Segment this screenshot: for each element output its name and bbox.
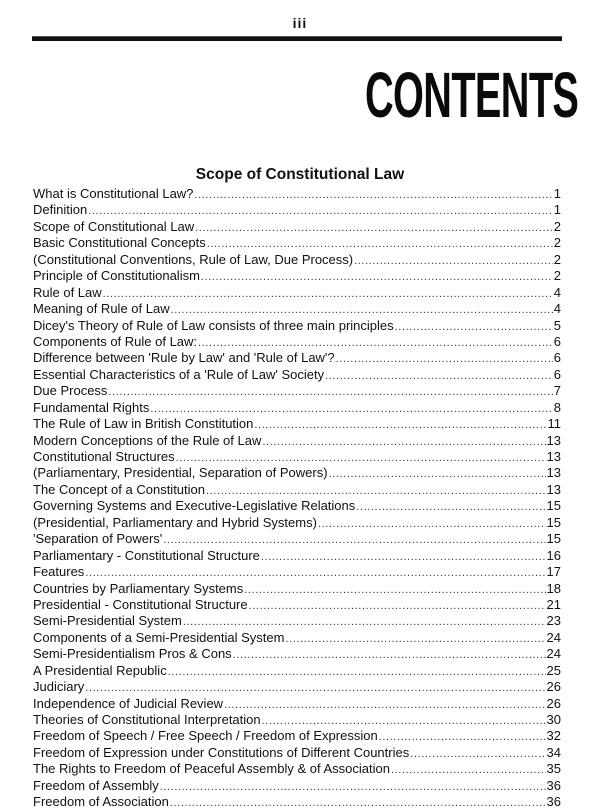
- toc-entry-page: 34: [546, 744, 561, 760]
- dot-leader: [85, 680, 545, 695]
- toc-entry-page: 24: [546, 629, 561, 645]
- toc-entry-title: Semi-Presidential System: [33, 613, 182, 629]
- toc-entry-title: The Rights to Freedom of Peaceful Assembly & of Association: [33, 761, 390, 777]
- toc-entry-page: 13: [546, 432, 561, 448]
- toc-entry-page: 11: [547, 416, 561, 432]
- page-number: iii: [292, 15, 308, 31]
- toc-entry[interactable]: [33, 400, 561, 416]
- toc-entry-title: Difference between 'Rule by Law' and 'Rule of Law'?: [33, 350, 335, 366]
- toc-entry[interactable]: [33, 219, 561, 235]
- toc-entry-page: 32: [546, 728, 561, 744]
- toc-entry-page: 26: [546, 695, 561, 711]
- table-of-contents: [33, 186, 561, 811]
- toc-entry-title: (Presidential, Parliamentary and Hybrid Systems): [33, 514, 317, 530]
- toc-entry-title: Presidential - Constitutional Structure: [33, 596, 248, 612]
- toc-entry-title: A Presidential Republic: [33, 662, 167, 678]
- toc-entry[interactable]: [33, 383, 561, 399]
- toc-entry[interactable]: [33, 318, 561, 334]
- dot-leader: [198, 335, 553, 350]
- toc-entry[interactable]: [33, 548, 561, 564]
- dot-leader: [244, 582, 545, 597]
- toc-entry-title: (Parliamentary, Presidential, Separation of Powers): [33, 465, 328, 481]
- dot-leader: [261, 549, 546, 564]
- dot-leader: [249, 598, 546, 613]
- dot-leader: [108, 384, 552, 399]
- toc-entry-page: 6: [553, 333, 561, 349]
- dot-leader: [233, 647, 546, 662]
- toc-entry[interactable]: [33, 498, 561, 514]
- dot-leader: [379, 729, 546, 744]
- toc-entry-title: Countries by Parliamentary Systems: [33, 580, 244, 596]
- toc-entry-page: 7: [553, 383, 561, 399]
- dot-leader: [207, 236, 553, 251]
- dot-leader: [168, 664, 546, 679]
- toc-entry-page: 2: [553, 235, 561, 251]
- toc-entry-title: Features: [33, 564, 85, 580]
- toc-entry-page: 30: [546, 712, 561, 727]
- dot-leader: [410, 746, 545, 761]
- toc-entry-page: 18: [546, 580, 561, 596]
- header-rule: [32, 36, 562, 41]
- toc-entry-title: Semi-Presidentialism Pros & Cons: [33, 646, 232, 662]
- dot-leader: [150, 401, 552, 416]
- toc-entry-page: 2: [553, 268, 561, 284]
- toc-entry[interactable]: [33, 252, 561, 268]
- toc-entry[interactable]: [33, 581, 561, 597]
- toc-entry-title: Freedom of Expression under Constitutions of Different Countries: [33, 744, 410, 760]
- toc-entry-page: 5: [553, 317, 561, 333]
- dot-leader: [171, 302, 553, 317]
- toc-entry-title: The Rule of Law in British Constitution: [33, 416, 254, 432]
- dot-leader: [85, 565, 545, 580]
- toc-entry-title: (Constitutional Conventions, Rule of Law, Due Process): [33, 251, 354, 267]
- toc-entry-page: 4: [553, 301, 561, 317]
- toc-entry[interactable]: [33, 449, 561, 465]
- toc-entry[interactable]: [33, 334, 561, 350]
- toc-entry[interactable]: [33, 745, 561, 761]
- toc-entry-title: Components of a Semi-Presidential System: [33, 629, 285, 645]
- dot-leader: [224, 697, 545, 712]
- toc-entry[interactable]: [33, 350, 561, 366]
- toc-entry-title: Due Process: [33, 383, 108, 399]
- toc-entry[interactable]: [33, 761, 561, 777]
- toc-entry[interactable]: [33, 564, 561, 580]
- dot-leader: [201, 269, 553, 284]
- toc-entry-page: 23: [546, 613, 561, 629]
- toc-entry[interactable]: [33, 416, 561, 432]
- toc-entry-page: 36: [546, 794, 561, 810]
- dot-leader: [285, 631, 545, 646]
- dot-leader: [103, 286, 553, 301]
- toc-entry[interactable]: [33, 202, 561, 218]
- toc-entry-page: 25: [546, 662, 561, 678]
- toc-entry[interactable]: [33, 186, 561, 202]
- toc-entry[interactable]: [33, 679, 561, 695]
- dot-leader: [195, 220, 553, 235]
- toc-entry[interactable]: [33, 712, 561, 728]
- toc-entry-title: Definition: [33, 202, 88, 218]
- toc-entry-page: 21: [546, 596, 561, 612]
- toc-entry-title: Principle of Constitutionalism: [33, 268, 200, 284]
- toc-entry-title: Modern Conceptions of the Rule of Law: [33, 432, 262, 448]
- toc-entry[interactable]: [33, 646, 561, 662]
- toc-entry-title: Freedom of Association: [33, 794, 169, 810]
- toc-entry-page: 6: [553, 350, 561, 366]
- dot-leader: [318, 516, 546, 531]
- dot-leader: [176, 450, 546, 465]
- toc-entry-title: Constitutional Structures: [33, 449, 175, 464]
- toc-entry[interactable]: [33, 663, 561, 679]
- toc-entry[interactable]: [33, 531, 561, 547]
- toc-entry[interactable]: [33, 465, 561, 481]
- toc-entry[interactable]: [33, 778, 561, 794]
- toc-entry-title: Judiciary: [33, 679, 85, 695]
- dot-leader: [395, 319, 553, 334]
- toc-entry-page: 35: [546, 761, 561, 777]
- dot-leader: [163, 532, 545, 547]
- toc-entry-page: 15: [546, 531, 561, 547]
- toc-entry[interactable]: [33, 613, 561, 629]
- toc-entry[interactable]: [33, 696, 561, 712]
- toc-entry-page: 13: [546, 465, 561, 481]
- toc-entry-page: 4: [553, 284, 561, 300]
- section-title: Scope of Constitutional Law: [195, 166, 405, 183]
- toc-entry-title: Dicey's Theory of Rule of Law consists of three main principles: [33, 317, 394, 333]
- toc-entry[interactable]: [33, 794, 561, 810]
- toc-entry[interactable]: [33, 268, 561, 284]
- toc-entry-title: Meaning of Rule of Law: [33, 301, 170, 317]
- dot-leader: [391, 762, 546, 777]
- toc-entry-title: 'Separation of Powers': [33, 531, 163, 547]
- toc-entry[interactable]: [33, 482, 561, 498]
- toc-entry[interactable]: [33, 285, 561, 301]
- toc-entry-title: Independence of Judicial Review: [33, 695, 224, 711]
- toc-entry-title: Freedom of Assembly: [33, 777, 159, 793]
- toc-entry-title: Rule of Law: [33, 284, 102, 300]
- toc-entry[interactable]: [33, 630, 561, 646]
- dot-leader: [329, 466, 546, 481]
- toc-entry-page: 16: [546, 547, 561, 563]
- dot-leader: [262, 713, 546, 728]
- dot-leader: [183, 614, 546, 629]
- toc-entry[interactable]: [33, 597, 561, 613]
- toc-entry-page: 13: [546, 449, 561, 464]
- toc-entry-page: 2: [553, 251, 561, 267]
- toc-entry-title: Scope of Constitutional Law: [33, 218, 195, 234]
- toc-entry-title: Parliamentary - Constitutional Structure: [33, 547, 260, 563]
- toc-entry-page: 26: [546, 679, 561, 695]
- dot-leader: [356, 499, 545, 514]
- toc-entry-page: 24: [546, 646, 561, 662]
- toc-entry-page: 36: [546, 777, 561, 793]
- toc-entry-title: Basic Constitutional Concepts: [33, 235, 206, 251]
- toc-entry-title: Theories of Constitutional Interpretation: [33, 712, 261, 727]
- toc-entry-title: Components of Rule of Law:: [33, 333, 198, 349]
- dot-leader: [325, 368, 553, 383]
- toc-entry-title: Essential Characteristics of a 'Rule of Law' Society: [33, 366, 325, 382]
- toc-entry-page: 15: [546, 498, 561, 514]
- toc-entry[interactable]: [33, 367, 561, 383]
- toc-entry-title: What is Constitutional Law?: [33, 186, 194, 201]
- dot-leader: [170, 795, 546, 810]
- page-title: CONTENTS: [365, 59, 579, 131]
- toc-entry-title: Governing Systems and Executive-Legislative Relations: [33, 498, 356, 514]
- toc-entry-page: 17: [546, 564, 561, 580]
- toc-entry-page: 2: [553, 218, 561, 234]
- toc-entry-page: 6: [553, 366, 561, 382]
- dot-leader: [336, 351, 553, 366]
- toc-entry-title: The Concept of a Constitution: [33, 481, 205, 497]
- dot-leader: [206, 483, 546, 498]
- dot-leader: [254, 417, 546, 432]
- dot-leader: [88, 203, 553, 218]
- dot-leader: [262, 434, 545, 449]
- dot-leader: [354, 253, 553, 268]
- toc-entry-title: Fundamental Rights: [33, 399, 150, 415]
- toc-entry[interactable]: [33, 301, 561, 317]
- toc-entry[interactable]: [33, 235, 561, 251]
- toc-entry-page: 1: [553, 202, 561, 218]
- toc-entry[interactable]: [33, 515, 561, 531]
- toc-entry-page: 15: [546, 514, 561, 530]
- toc-entry[interactable]: [33, 728, 561, 744]
- dot-leader: [160, 779, 546, 794]
- dot-leader: [194, 187, 552, 202]
- toc-entry-page: 1: [553, 186, 561, 201]
- toc-entry-page: 8: [553, 399, 561, 415]
- toc-entry-page: 13: [546, 481, 561, 497]
- toc-entry[interactable]: [33, 433, 561, 449]
- toc-entry-title: Freedom of Speech / Free Speech / Freedom of Expression: [33, 728, 378, 744]
